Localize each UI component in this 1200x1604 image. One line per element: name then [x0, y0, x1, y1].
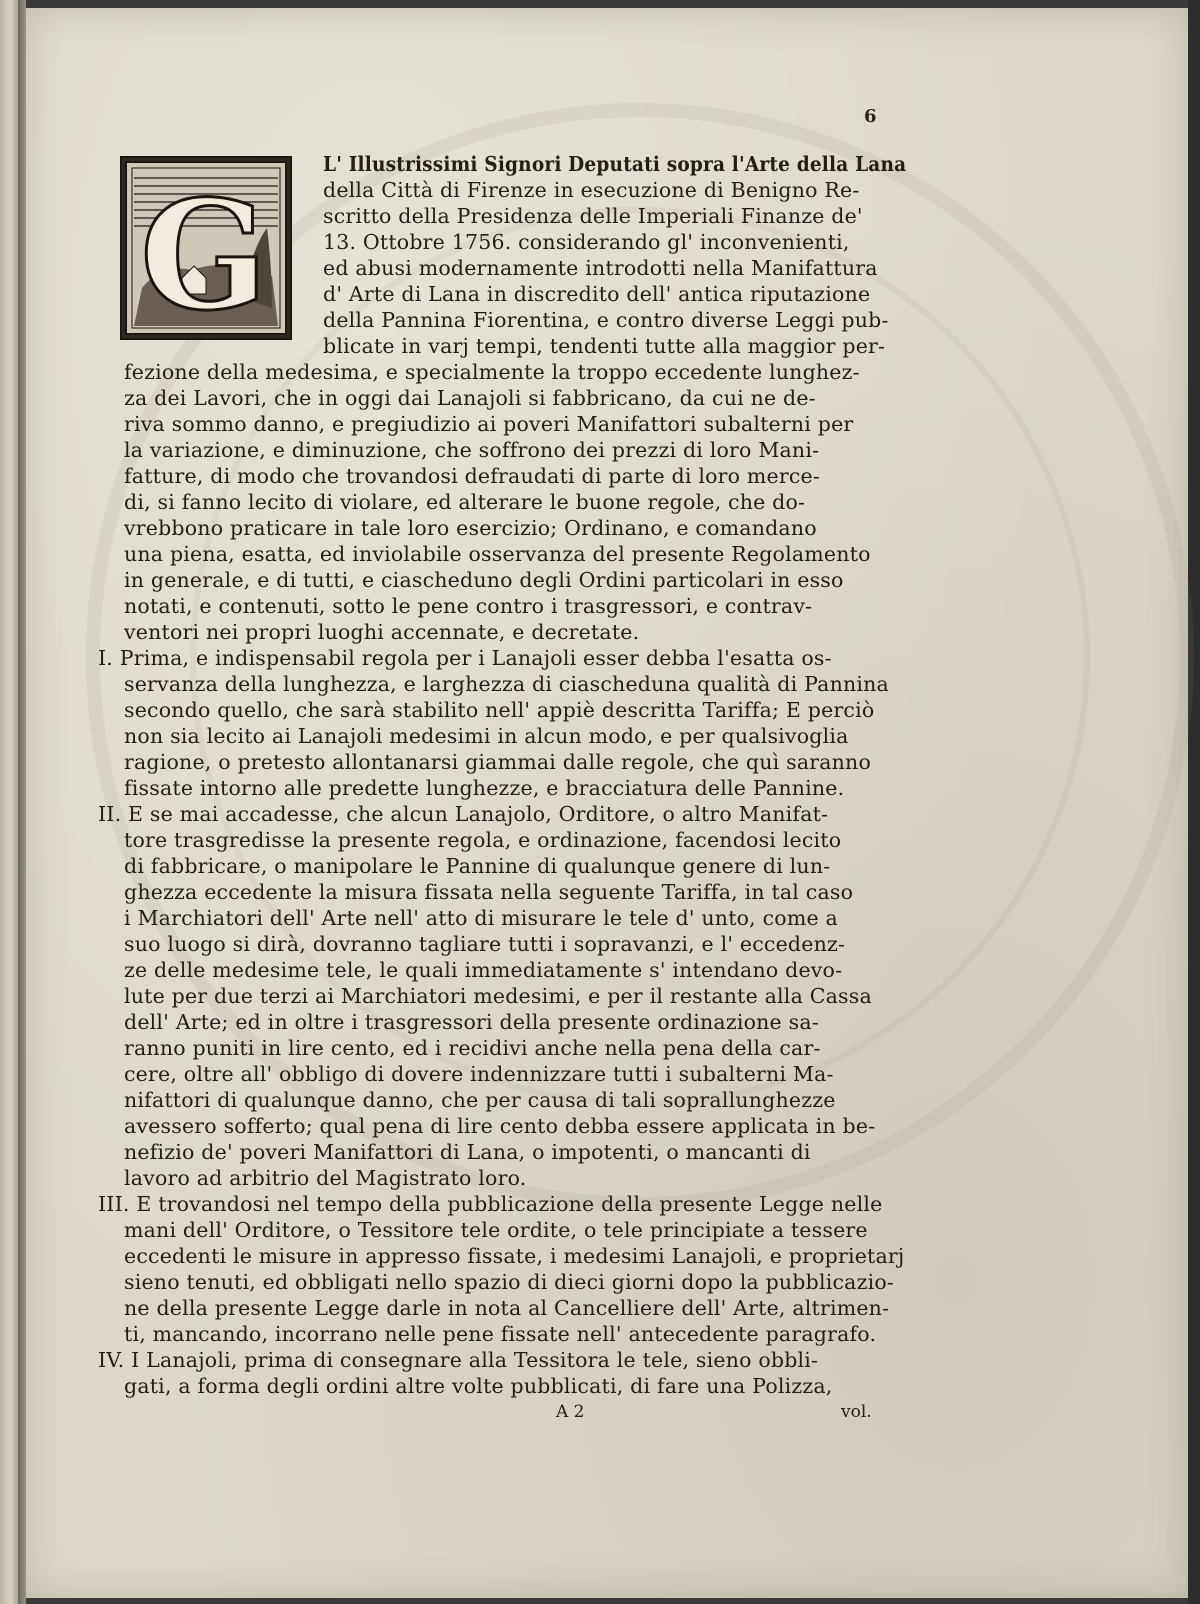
- text-line: ghezza eccedente la misura fissata nella seguente Tariffa, in tal caso: [124, 880, 854, 904]
- text-line: della Pannina Fiorentina, e contro diverse Leggi pub-: [323, 308, 889, 332]
- text-line: ragione, o pretesto allontanarsi giammai dalle regole, che quì saranno: [124, 750, 872, 774]
- text-line: una piena, esatta, ed inviolabile osservanza del presente Regolamento: [124, 542, 871, 566]
- text-line: eccedenti le misure in appresso fissate, i medesimi Lanajoli, e proprietarj: [124, 1244, 905, 1268]
- text-line: L' Illustrissimi Signori Deputati sopra l'Arte della Lana: [323, 152, 907, 176]
- text-line: ti, mancando, incorrano nelle pene fissate nell' antecedente paragrafo.: [124, 1322, 877, 1346]
- text-line: in generale, e di tutti, e ciascheduno degli Ordini particolari in esso: [124, 568, 844, 592]
- section-iii-start: III. E trovandosi nel tempo della pubblicazione della presente Legge nelle: [98, 1192, 883, 1216]
- decorated-initial: [120, 156, 292, 340]
- svg-text:G: G: [139, 168, 269, 338]
- text-line: lavoro ad arbitrio del Magistrato loro.: [124, 1166, 527, 1190]
- text-line: non sia lecito ai Lanajoli medesimi in alcun modo, e per qualsivoglia: [124, 724, 849, 748]
- text-line: nefizio de' poveri Manifattori di Lana, o impotenti, o mancanti di: [124, 1140, 811, 1164]
- text-line: della Città di Firenze in esecuzione di Benigno Re-: [323, 178, 860, 202]
- text-line: d' Arte di Lana in discredito dell' antica riputazione: [323, 282, 871, 306]
- text-line: ed abusi modernamente introdotti nella Manifattura: [323, 256, 878, 280]
- text-line: fatture, di modo che trovandosi defraudati di parte di loro merce-: [124, 464, 820, 488]
- text-line: gati, a forma degli ordini altre volte pubblicati, di fare una Polizza,: [124, 1374, 833, 1398]
- section-ii-start: II. E se mai accadesse, che alcun Lanajolo, Orditore, o altro Manifat-: [98, 802, 829, 826]
- text-line: fezione della medesima, e specialmente la troppo eccedente lunghez-: [124, 360, 860, 384]
- page-number: 6: [864, 106, 877, 127]
- text-line: 13. Ottobre 1756. considerando gl' inconvenienti,: [323, 230, 850, 254]
- text-line: servanza della lunghezza, e larghezza di ciascheduna qualità di Pannina: [124, 672, 889, 696]
- text-line: avessero sofferto; qual pena di lire cento debba essere applicata in be-: [124, 1114, 876, 1138]
- text-line: scritto della Presidenza delle Imperiali Finanze de': [323, 204, 863, 228]
- printer-signature-mark: A 2: [556, 1402, 585, 1422]
- text-line: sieno tenuti, ed obbligati nello spazio di dieci giorni dopo la pubblicazio-: [124, 1270, 894, 1294]
- text-line: secondo quello, che sarà stabilito nell' appiè descritta Tariffa; E perciò: [124, 698, 875, 722]
- document-page: [26, 8, 1188, 1598]
- text-line: la variazione, e diminuzione, che soffrono dei prezzi di loro Mani-: [124, 438, 820, 462]
- book-gutter: [18, 0, 26, 1604]
- text-line: lute per due terzi ai Marchiatori medesimi, e per il restante alla Cassa: [124, 984, 872, 1008]
- text-line: di fabbricare, o manipolare le Pannine di qualunque genere di lun-: [124, 854, 831, 878]
- text-line: ne della presente Legge darle in nota al Cancelliere dell' Arte, altrimen-: [124, 1296, 890, 1320]
- text-line: dell' Arte; ed in oltre i trasgressori della presente ordinazione sa-: [124, 1010, 819, 1034]
- text-line: ventori nei propri luoghi accennate, e decretate.: [124, 620, 640, 644]
- text-line: ranno puniti in lire cento, ed i recidivi anche nella pena della car-: [124, 1036, 821, 1060]
- text-line: notati, e contenuti, sotto le pene contro i trasgressori, e contrav-: [124, 594, 813, 618]
- text-line: cere, oltre all' obbligo di dovere indennizzare tutti i subalterni Ma-: [124, 1062, 834, 1086]
- facing-page-edge: [0, 0, 18, 1604]
- text-line: i Marchiatori dell' Arte nell' atto di misurare le tele d' unto, come a: [124, 906, 838, 930]
- text-line: tore trasgredisse la presente regola, e ordinazione, facendosi lecito: [124, 828, 842, 852]
- text-line: suo luogo si dirà, dovranno tagliare tutti i sopravanzi, e l' eccedenz-: [124, 932, 846, 956]
- scan-background: [1188, 0, 1200, 1604]
- text-line: blicate in varj tempi, tendenti tutte alla maggior per-: [323, 334, 886, 358]
- text-line: ze delle medesime tele, le quali immediatamente s' intendano devo-: [124, 958, 843, 982]
- text-line: fissate intorno alle predette lunghezze, e bracciatura delle Pannine.: [124, 776, 845, 800]
- text-line: vrebbono praticare in tale loro esercizio; Ordinano, e comandano: [124, 516, 817, 540]
- text-line: di, si fanno lecito di violare, ed alterare le buone regole, che do-: [124, 490, 806, 514]
- section-iv-start: IV. I Lanajoli, prima di consegnare alla Tessitora le tele, sieno obbli-: [98, 1348, 819, 1372]
- section-i-start: I. Prima, e indispensabil regola per i Lanajoli esser debba l'esatta os-: [98, 646, 832, 670]
- catchword: vol.: [841, 1402, 872, 1422]
- text-line: mani dell' Orditore, o Tessitore tele ordite, o tele principiate a tessere: [124, 1218, 868, 1242]
- text-line: za dei Lavori, che in oggi dai Lanajoli si fabbricano, da cui ne de-: [124, 386, 816, 410]
- text-line: nifattori di qualunque danno, che per causa di tali soprallunghezze: [124, 1088, 836, 1112]
- drop-cap-illustration-icon: [122, 158, 290, 338]
- text-line: riva sommo danno, e pregiudizio ai poveri Manifattori subalterni per: [124, 412, 854, 436]
